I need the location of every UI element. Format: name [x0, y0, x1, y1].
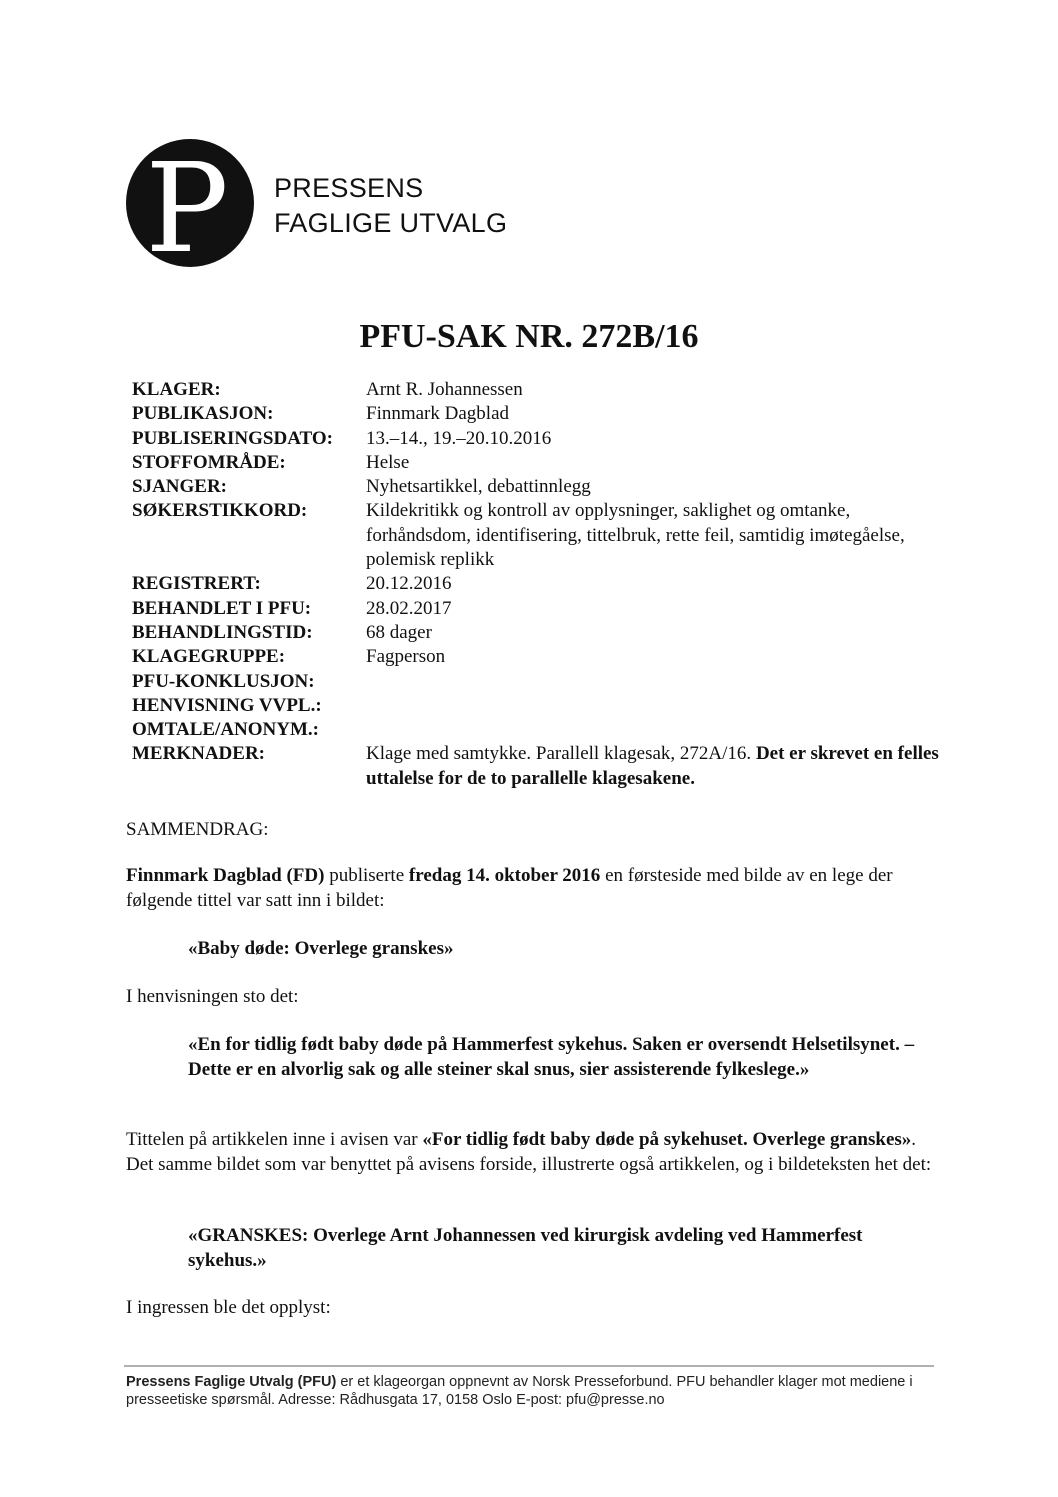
meta-label: BEHANDLINGSTID:: [132, 621, 313, 643]
logo-org-name-line2: FAGLIGE UTVALG: [274, 208, 508, 238]
meta-label: PUBLIKASJON:: [132, 403, 274, 425]
meta-row: [132, 718, 942, 742]
meta-value: 13.–14., 19.–20.10.2016: [366, 427, 552, 449]
page-footer: [126, 1373, 936, 1409]
meta-value: Kildekritikk og kontroll av opplysninger, saklighet og omtanke, forhåndsdom, identifisering, tittelbruk, rette feil, samtidig imøtegåelse, polemisk replikk: [366, 500, 905, 571]
footer-text: er et klageorgan oppnevnt av Norsk Presseforbund. PFU behandler klager mot mediene i presseetiske spørsmål. Adresse: Rådhusgata 17, 0158 Oslo E-post: pfu@presse.no: [126, 1374, 913, 1408]
block-quote: «Baby døde: Overlege granskes»: [188, 938, 454, 959]
meta-value: Nyhetsartikkel, debattinnlegg: [366, 476, 591, 498]
text-run: Tittelen på artikkelen inne i avisen var: [126, 1129, 423, 1150]
meta-value: Helse: [366, 451, 410, 473]
merknader-text: Klage med samtykke. Parallell klagesak, 272A/16.: [366, 743, 756, 765]
meta-row: [132, 402, 942, 426]
meta-value: Fagperson: [366, 646, 446, 668]
meta-row: [132, 451, 942, 475]
emphasis: fredag 14. oktober 2016: [408, 865, 601, 886]
meta-label: HENVISNING VVPL.:: [132, 694, 322, 716]
meta-row: [132, 427, 942, 451]
pfu-logo-mark: [126, 139, 254, 267]
body-paragraph: I ingressen ble det opplyst:: [126, 1297, 331, 1318]
meta-label: KLAGEGRUPPE:: [132, 646, 286, 668]
meta-row-merknader: [132, 742, 942, 791]
meta-label: SJANGER:: [132, 476, 228, 498]
case-title: PFU-SAK NR. 272B/16: [359, 318, 699, 355]
block-quote: «En for tidlig født baby døde på Hammerfest sykehus. Saken er oversendt Helsetilsynet. – Dette er en alvorlig sak og alle steiner skal snus, sier assisterende fylkeslege.»: [188, 1034, 915, 1080]
footer-org-name: Pressens Faglige Utvalg (PFU): [126, 1374, 337, 1390]
text-run: publiserte: [324, 865, 409, 886]
meta-value: [366, 694, 942, 718]
meta-row: [132, 597, 942, 621]
text-run: en førsteside med bilde av en lege der følgende tittel var satt inn i bildet:: [126, 865, 893, 911]
footer-divider: [124, 1365, 934, 1367]
case-metadata-table: [132, 378, 942, 791]
meta-row: [132, 670, 942, 694]
meta-value: 20.12.2016: [366, 573, 452, 595]
meta-row: [132, 499, 942, 572]
body-paragraph: [126, 864, 936, 913]
block-quote: «GRANSKES: Overlege Arnt Johannessen ved kirurgisk avdeling ved Hammerfest sykehus.»: [188, 1225, 863, 1271]
merknader-bold-text: Det er skrevet en felles uttalelse for de to parallelle klagesakene.: [366, 743, 939, 789]
emphasis: «For tidlig født baby døde på sykehuset. Overlege granskes»: [422, 1129, 912, 1150]
meta-row: [132, 621, 942, 645]
meta-row: [132, 645, 942, 669]
meta-label: OMTALE/ANONYM.:: [132, 719, 319, 741]
meta-value: 28.02.2017: [366, 597, 452, 619]
meta-value: 68 dager: [366, 621, 432, 643]
meta-label: STOFFOMRÅDE:: [132, 451, 286, 473]
meta-row: [132, 475, 942, 499]
body-paragraph: I henvisningen sto det:: [126, 986, 299, 1007]
meta-value: Arnt R. Johannessen: [366, 379, 523, 400]
meta-label: PUBLISERINGSDATO:: [132, 427, 333, 449]
svg-text:P: P: [145, 139, 229, 267]
meta-row: [132, 572, 942, 596]
meta-value: Finnmark Dagblad: [366, 403, 510, 425]
logo-org-name-line1: PRESSENS: [274, 173, 424, 203]
meta-label: SØKERSTIKKORD:: [132, 500, 308, 522]
section-heading: SAMMENDRAG:: [126, 819, 269, 840]
meta-label: MERKNADER:: [132, 743, 265, 765]
meta-row: [132, 378, 942, 402]
meta-value: [366, 718, 942, 742]
body-paragraph: [126, 1128, 936, 1177]
text-run: . Det samme bildet som var benyttet på avisens forside, illustrerte også artikkelen, og i bildeteksten het det:: [126, 1129, 932, 1175]
meta-label: REGISTRERT:: [132, 573, 261, 595]
meta-label: BEHANDLET I PFU:: [132, 597, 312, 619]
meta-row: [132, 694, 942, 718]
meta-label: PFU-KONKLUSJON:: [132, 670, 315, 692]
meta-value: [366, 742, 942, 791]
meta-value: [366, 670, 942, 694]
meta-label: KLAGER:: [132, 379, 221, 400]
emphasis: Finnmark Dagblad (FD): [126, 865, 325, 886]
